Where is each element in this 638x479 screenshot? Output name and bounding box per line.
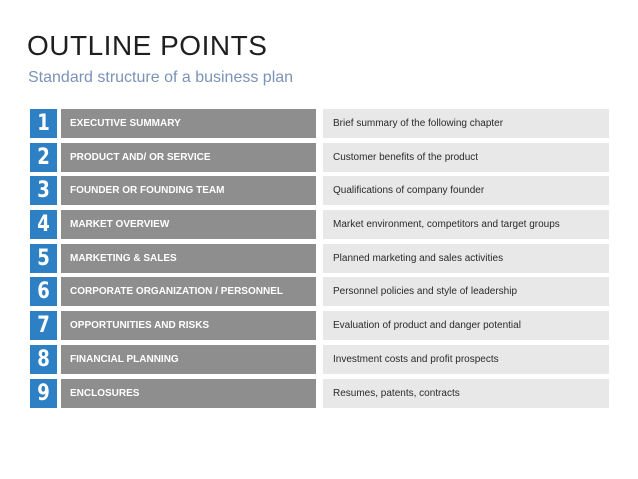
row-divider	[316, 210, 323, 239]
row-label: MARKETING & SALES	[61, 244, 338, 273]
outline-row	[27, 345, 609, 374]
row-divider	[316, 277, 323, 306]
row-number: 6	[30, 277, 57, 306]
row-label: ENCLOSURES	[61, 379, 338, 408]
row-description: Personnel policies and style of leadership	[323, 277, 609, 306]
row-label: OPPORTUNITIES AND RISKS	[61, 311, 338, 340]
row-label: MARKET OVERVIEW	[61, 210, 338, 239]
row-number: 2	[30, 143, 57, 172]
outline-row	[27, 143, 609, 172]
row-label: FINANCIAL PLANNING	[61, 345, 338, 374]
outline-row	[27, 109, 609, 138]
row-number: 3	[30, 176, 57, 205]
outline-row	[27, 244, 609, 273]
page-title: OUTLINE POINTS	[27, 30, 268, 61]
row-description: Evaluation of product and danger potential	[323, 311, 609, 340]
row-description: Planned marketing and sales activities	[323, 244, 609, 273]
row-number: 1	[30, 109, 57, 138]
row-description: Market environment, competitors and target groups	[323, 210, 609, 239]
row-description: Customer benefits of the product	[323, 143, 609, 172]
row-label: CORPORATE ORGANIZATION / PERSONNEL	[61, 277, 338, 306]
row-label: PRODUCT AND/ OR SERVICE	[61, 143, 338, 172]
row-divider	[316, 143, 323, 172]
row-number: 9	[30, 379, 57, 408]
row-divider	[316, 345, 323, 374]
outline-row	[27, 311, 609, 340]
row-divider	[316, 311, 323, 340]
row-description: Investment costs and profit prospects	[323, 345, 609, 374]
row-number: 8	[30, 345, 57, 374]
outline-list	[27, 109, 609, 412]
outline-row	[27, 210, 609, 239]
outline-row	[27, 379, 609, 408]
row-number: 5	[30, 244, 57, 273]
row-number: 7	[30, 311, 57, 340]
row-description: Brief summary of the following chapter	[323, 109, 609, 138]
row-description: Resumes, patents, contracts	[323, 379, 609, 408]
row-divider	[316, 379, 323, 408]
row-description: Qualifications of company founder	[323, 176, 609, 205]
row-divider	[316, 244, 323, 273]
row-divider	[316, 109, 323, 138]
row-number: 4	[30, 210, 57, 239]
page-subtitle: Standard structure of a business plan	[28, 69, 294, 86]
row-divider	[316, 176, 323, 205]
outline-row	[27, 277, 609, 306]
row-label: FOUNDER OR FOUNDING TEAM	[61, 176, 338, 205]
row-label: EXECUTIVE SUMMARY	[61, 109, 338, 138]
outline-row	[27, 176, 609, 205]
